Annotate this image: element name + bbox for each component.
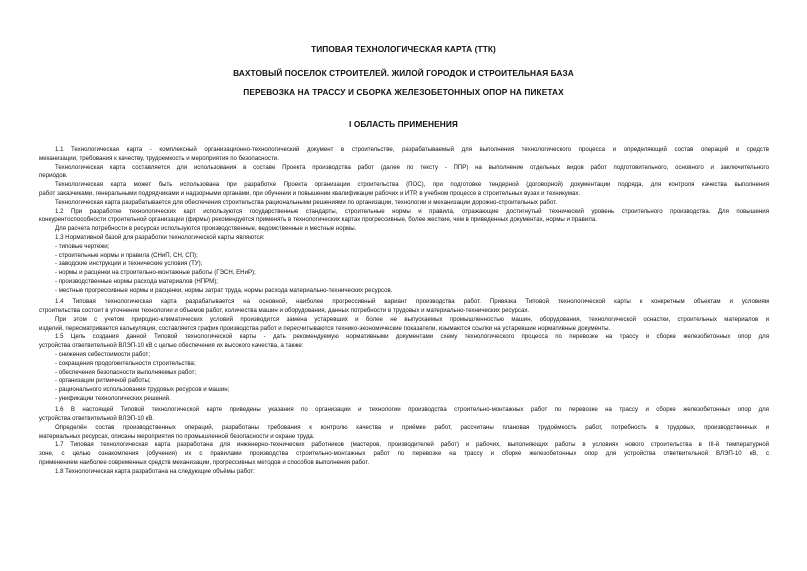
paragraph-line: 1.4 Типовая технологическая карта разрабатывается на основной, наиболее прогрессивный вариант производства работ. Привязка Типовой технологической карты к конкретным объектам и условиям — [55, 298, 769, 306]
paragraph-line: Технологическая карта может быть использована при разработке Проекта организации строительства (ПОС), при подготовке тендерной (договорной) документации подряда, для контроля качества выполнения — [55, 181, 769, 189]
list-item: - сокращения продолжительности строительства; — [55, 359, 196, 367]
paragraph-line: Определён состав производственных операций, разработаны требования к контролю качества и приёмке работ, рассчитаны плановая трудоёмкость работ, потребность в трудовых, производственных и — [55, 423, 769, 431]
list-item: - типовые чертежи; — [55, 242, 110, 250]
list-item: - обеспечения безопасности выполняемых работ; — [55, 368, 197, 376]
paragraph-line: устройства ответвительной ВЛЭП-10 кВ. — [39, 415, 155, 423]
list-item: - организации ритмичной работы; — [55, 377, 151, 385]
section-heading: I ОБЛАСТЬ ПРИМЕНЕНИЯ — [349, 119, 458, 129]
paragraph-line: 1.8 Технологическая карта разработана на следующие объёмы работ: — [55, 467, 255, 475]
paragraph-line: Для расчета потребности в ресурсах используются производственные, ведомственные и местные нормы. — [55, 225, 357, 233]
document-title: ТИПОВАЯ ТЕХНОЛОГИЧЕСКАЯ КАРТА (ТТК) — [311, 44, 496, 54]
list-item: - местные прогрессивные нормы и расценки, нормы затрат труда, нормы расхода материально-технических ресурсов. — [55, 286, 393, 294]
paragraph-line: Технологическая карта разрабатывается для обеспечения строительства рациональными решениями по организации, технологии и механизации дорожно-строительных работ. — [55, 198, 557, 206]
paragraph-line: 1.7 Типовая технологическая карта разработана для инженерно-технических работников (мастеров, производителей работ) и рабочих, выполняющих работы в условиях нового строительства в III-й температурной — [55, 441, 769, 449]
list-item: - нормы и расценки на строительно-монтажные работы (ГЭСН, ЕНиР); — [55, 269, 256, 277]
paragraph-line: применением наиболее современных средств механизации, прогрессивных методов и способов выполнения работ. — [39, 459, 370, 467]
paragraph-line: механизации, требования к качеству, трудоемкость и мероприятия по безопасности. — [39, 154, 279, 162]
list-item: - унификации технологических решений. — [55, 394, 171, 402]
section-body — [39, 146, 769, 477]
paragraph-line: изделий, пересматривается калькуляция, составляется график производства работ и пересчитываются технико-экономические показатели, изымаются ссылки на устаревшие нормативные документы. — [39, 324, 611, 332]
list-item: - снижения себестоимости работ; — [55, 350, 151, 358]
paragraph-line: При этом с учетом природно-климатических условий производится замена устаревших и более не выпускаемых промышленностью машин, оборудования, технологической оснастки, строительных материалов и — [55, 315, 769, 323]
paragraph-line: 1.1 Технологическая карта - комплексный организационно-технологический документ в строительстве, разрабатываемый для выполнения технологического процесса и определяющий состав операций и средств — [55, 146, 769, 153]
paragraph-line: зоне, с целью ознакомления (обучения) их с правилами производства строительно-монтажных работ по перевозке на трассу и сборке железобетонных опор для устройства ответвительной ВЛЭП-10 кВ, с — [39, 450, 769, 458]
list-item: - рационального использования трудовых ресурсов и машин; — [55, 386, 230, 394]
paragraph-line: материальных ресурсах, описаны мероприятия по промышленной безопасности и охране труда. — [39, 432, 315, 440]
paragraph-line: работ заказчиками, генеральными подрядчиками и надзорными органами, при обучении и повышении квалификации рабочих и ИТР, в учебном процессе в строительных вузах и техникумах. — [39, 189, 581, 197]
paragraph-line: 1.2 При разработке технологических карт используются государственные стандарты, строительные нормы и правила, отражающие достигнутый технический уровень строительного производства. Для повышения — [55, 207, 769, 215]
document-subtitle-1: ВАХТОВЫЙ ПОСЕЛОК СТРОИТЕЛЕЙ. ЖИЛОЙ ГОРОДОК И СТРОИТЕЛЬНАЯ БАЗА — [233, 68, 574, 78]
paragraph-line: строительства состоит в уточнении технологии и объемов работ, количества машин и оборудования, данных потребности в трудовых и материально-технических ресурсах. — [39, 306, 530, 314]
paragraph-line: конкурентоспособности строительной организации (фирмы) рекомендуется применять в технологических картах прогрессивные, более жесткие, чем в приведенных документах, нормы и правила. — [39, 216, 597, 224]
paragraph-line: Технологическая карта составляется для использования в составе Проекта производства работ (далее по тексту - ППР) на выполнение отдельных видов работ подготовительного, основного и заключительного — [55, 163, 769, 171]
paragraph-line: 1.5 Цель создания данной Типовой технологической карты - дать рекомендуемую нормативными документами схему технологического процесса по перевозке на трассу и сборке железобетонных опор для — [55, 333, 769, 341]
paragraph-line: устройства ответвительной ВЛЭП-10 кВ с целью обеспечения их высокого качества, а также: — [39, 342, 304, 350]
document-subtitle-2: ПЕРЕВОЗКА НА ТРАССУ И СБОРКА ЖЕЛЕЗОБЕТОННЫХ ОПОР НА ПИКЕТАХ — [243, 87, 564, 97]
paragraph-line: 1.3 Нормативной базой для разработки технологической карты являются: — [55, 233, 265, 241]
paragraph-line: 1.6 В настоящей Типовой технологической карте приведены указания по организации и технологии производства строительно-монтажных работ по перевозке на трассу и сборке железобетонных опор для — [55, 406, 769, 414]
paragraph-line: периодов. — [39, 172, 68, 180]
list-item: - заводские инструкции и технические условия (ТУ); — [55, 260, 203, 268]
list-item: - производственные нормы расхода материалов (НПРМ); — [55, 277, 218, 285]
list-item: - строительные нормы и правила (СНиП, СН, СП); — [55, 251, 198, 259]
